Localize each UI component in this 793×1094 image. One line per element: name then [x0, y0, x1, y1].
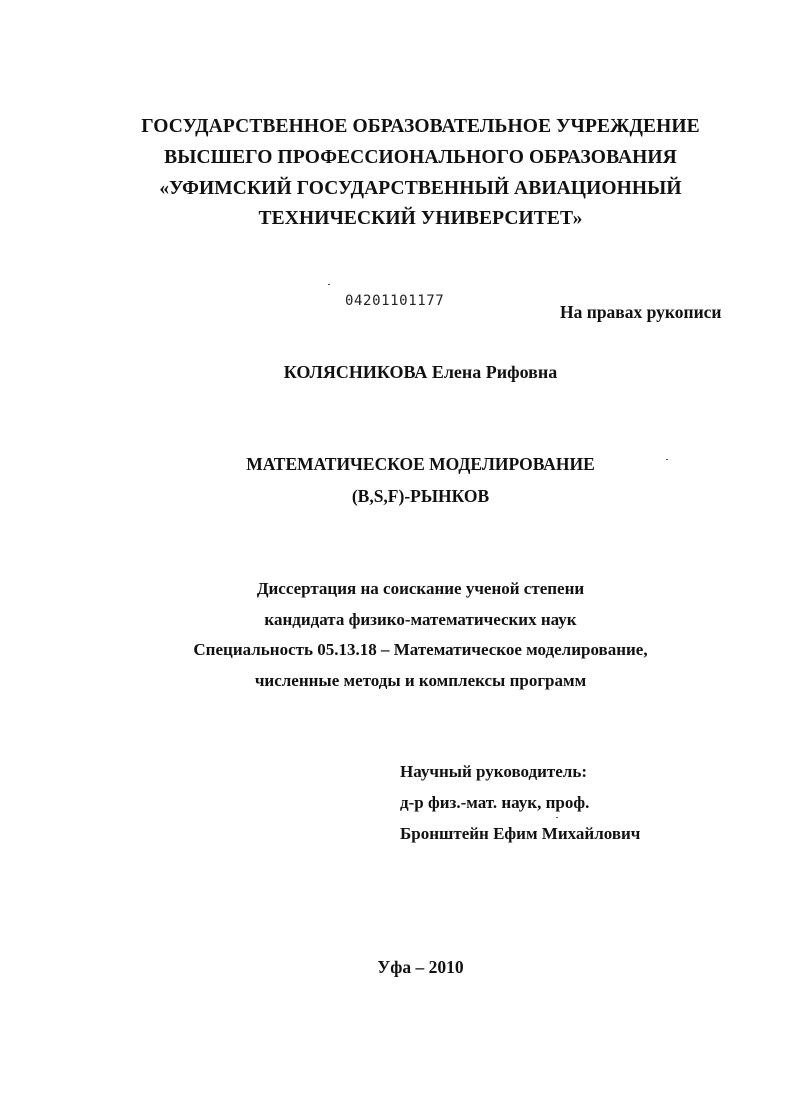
- dissertation-line-4: численные методы и комплексы программ: [254, 671, 587, 690]
- scan-speck: [328, 284, 330, 285]
- dissertation-line-3: Специальность 05.13.18 – Математическое моделирование,: [193, 640, 648, 659]
- institution-line-4: ТЕХНИЧЕСКИЙ УНИВЕРСИТЕТ»: [258, 208, 583, 229]
- author-name: КОЛЯСНИКОВА Елена Рифовна: [283, 362, 558, 382]
- thesis-title-line-1: МАТЕМАТИЧЕСКОЕ МОДЕЛИРОВАНИЕ: [246, 454, 595, 474]
- dissertation-line-1: Диссертация на соискание ученой степени: [256, 579, 585, 598]
- institution-line-1: ГОСУДАРСТВЕННОЕ ОБРАЗОВАТЕЛЬНОЕ УЧРЕЖДЕНИЕ: [141, 116, 700, 137]
- rights-note: На правах рукописи: [560, 302, 722, 322]
- advisor-degree: д-р физ.-мат. наук, проф.: [400, 793, 590, 812]
- place-year: Уфа – 2010: [377, 957, 464, 977]
- advisor-name: Бронштейн Ефим Михайлович: [400, 824, 641, 843]
- thesis-title-line-2: (B,S,F)-РЫНКОВ: [351, 486, 490, 506]
- advisor-label: Научный руководитель:: [400, 762, 587, 781]
- institution-line-3: «УФИМСКИЙ ГОСУДАРСТВЕННЫЙ АВИАЦИОННЫЙ: [159, 178, 682, 199]
- catalog-code: 04201101177: [345, 293, 445, 309]
- scan-speck: [556, 817, 558, 818]
- institution-line-2: ВЫСШЕГО ПРОФЕССИОНАЛЬНОГО ОБРАЗОВАНИЯ: [164, 147, 677, 168]
- dissertation-line-2: кандидата физико-математических наук: [264, 610, 577, 629]
- scan-speck: [666, 459, 668, 460]
